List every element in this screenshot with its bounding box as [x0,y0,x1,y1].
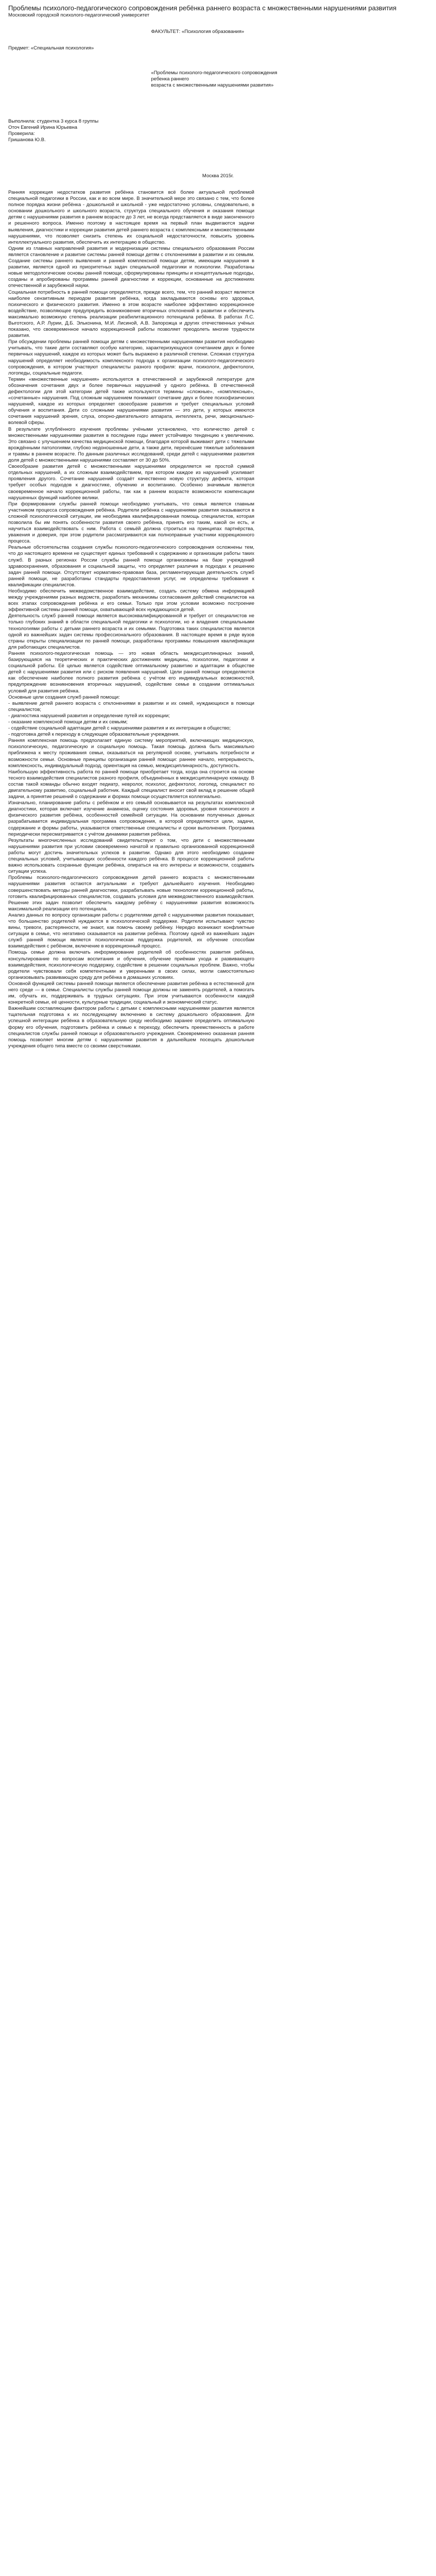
author-name: Оточ Евгений Ирина Юрьевна [8,125,77,130]
document-page [0,0,436,1056]
paper-title-block [151,70,285,89]
paragraph: Анализ данных по вопросу организации работы с родителями детей с нарушениями развития показывает, что большинство родителей нуждаются в психологической поддержке. Родители испытывают чувство вины, тревоги, растерянности, не знают, как помочь своему ребёнку. Нередко возникают конфликтные ситуации в семье, что негативно сказывается на развитии ребёнка. Поэтому одной из важнейших задач служб ранней помощи является психологическая поддержка родителей, их обучение способам взаимодействия с ребёнком, включение в коррекционный процесс. [8,912,254,950]
paragraph: Важнейшим составляющим фактором работы с детьми с комплексными нарушениями развития является тщательная подготовка к их последующему включению в систему дошкольного образования. Для успешной интеграции ребёнка в образовательную среду необходимо заранее определить оптимальную форму его обучения, подготовить ребёнка и семью к переходу, обеспечить преемственность в работе специалистов службы ранней помощи и образовательного учреждения. Своевременно оказанная ранняя помощь позволяет многим детям с нарушениями развития в дальнейшем посещать дошкольные учреждения общего типа вместе со своими сверстниками. [8,1006,254,1049]
paragraph: Необходимо обеспечить межведомственное взаимодействие, создать систему обмена информацией между учреждениями разных ведомств, разработать механизмы согласования действий специалистов на всех этапах сопровождения ребёнка и его семьи. Только при этом условии возможно построение эффективной системы ранней помощи, охватывающей всех нуждающихся детей. [8,588,254,613]
paragraph: Деятельность служб ранней помощи является высококвалифицированной и требует от специалистов не только глубоких знаний в области специальной педагогики и психологии, но и владения специальными технологиями работы с детьми раннего возраста и их семьями. Подготовка таких специалистов является одной из важнейших задач системы профессионального образования. В настоящее время в ряде вузов страны открыты специализации по ранней помощи, разработаны программы повышения квалификации для работающих специалистов. [8,613,254,650]
paragraph: Реальные обстоятельства создания службы психолого-педагогического сопровождения осложнены тем, что до настоящего времени не существует единых требований к содержанию и организации работы таких служб. В разных регионах России службы ранней помощи организованы на базе учреждений здравоохранения, образования и социальной защиты, что определяет различия в подходах к решению задач ранней помощи. Отсутствует нормативно-правовая база, регламентирующая деятельность служб ранней помощи, не разработаны стандарты предоставления услуг, не определены требования к квалификации специалистов. [8,545,254,588]
subject-block [8,45,428,52]
paragraph: Своеобразие развития детей с множественными нарушениями определяется не простой суммой отдельных нарушений, а их сложным взаимодействием, при котором каждое из нарушений усиливает проявления другого. Сочетание нарушений создаёт качественно новую структуру дефекта, которая требует особых подходов к диагностике, обучению и воспитанию. Особенно значимым является своевременное начало коррекционной работы, так как в раннем возрасте возможности компенсации нарушенных функций наиболее велики. [8,464,254,501]
document-title: Проблемы психолого-педагогического сопровождения ребёнка раннего возраста с множественными нарушениями развития [8,4,397,12]
paragraph: При формировании службы ранней помощи необходимо учитывать, что семья является главным участником процесса сопровождения ребёнка. Родители ребёнка с нарушениями развития оказываются в сложной психологической ситуации, им необходима квалифицированная помощь специалистов, которая позволила бы им понять особенности развития своего ребёнка, принять его таким, какой он есть, и научиться взаимодействовать с ним. Работа с семьёй должна строиться на принципах партнёрства, уважения и доверия, при этом родители рассматриваются как полноправные участники коррекционного процесса. [8,501,254,545]
checked-by-line: Проверила: [8,131,35,137]
list-item: - оказание комплексной помощи детям и их семьям; [8,719,128,725]
paragraph: В результате углублённого изучения проблемы учёными установлено, что количество детей с множественными нарушениями развития в последние годы имеет устойчивую тенденцию к увеличению. Это связано с улучшением качества медицинской помощи, благодаря которой выживают дети с тяжелыми врождёнными патологиями, глубоко недоношенные дети, а также дети, перенёсшие тяжелые заболевания и травмы в раннем возрасте. По данным различных исследований, среди детей с нарушениями развития доля детей с множественными нарушениями составляет от 30 до 50%. [8,426,254,464]
list-item: - выявление детей раннего возраста с отклонениями в развитии и их семей, нуждающихся в помощи специалистов; [8,700,254,713]
list-item: - содействие социальной адаптации детей с нарушениями развития и их интеграции в общество; [8,725,231,732]
university-name: Московский городской психолого-педагогический университет [8,12,150,18]
paragraph: Социальная потребность в ранней помощи определяется, прежде всего, тем, что ранний возраст является наиболее сензитивным периодом развития ребёнка, когда закладываются основы его здоровья, психического и физического развития. Именно в этом возрасте наиболее эффективно коррекционное воздействие, позволяющее предупредить возникновение вторичных отклонений в развитии и обеспечить максимально возможную степень реализации реабилитационного потенциала ребёнка. В работах Л.С. Выготского, А.Р. Лурии, Д.Б. Эльконина, М.И. Лисиной, А.В. Запорожца и других отечественных учёных показано, что своевременное начало коррекционной работы позволяет преодолеть многие трудности развития. [8,289,254,339]
paragraph: Одним из главных направлений развития и модернизации системы специального образования России является становление и развитие системы ранней помощи детям с отклонениями в развитии и их семьям. Создание системы раннего выявления и ранней комплексной помощи детям, имеющим нарушения в развитии, является одной из приоритетных задач специальной педагогики и психологии. Разработаны новые методологические основы ранней помощи, сформулированы принципы и концептуальные подходы, созданы и апробированы программы ранней диагностики и коррекции, основанные на достижениях отечественной и зарубежной науки. [8,245,254,289]
author-block [8,118,428,143]
essay-body [8,190,254,1049]
paragraph: Ранняя психолого-педагогическая помощь — это новая область междисциплинарных знаний, базирующаяся на теоретических и практических достижениях медицины, психологии, педагогики и социальной работы. Её целью является содействие оптимальному развитию и адаптации в обществе детей с нарушениями развития или с риском появления нарушений. Цели ранней помощи определяются как обеспечение наиболее полного развития ребёнка с учётом его индивидуальных возможностей, предупреждение возникновения вторичных нарушений, содействие семье в создании оптимальных условий для развития ребёнка. [8,650,254,694]
paragraph: Ранняя комплексная помощь предполагает единую систему мероприятий, включающих медицинскую, психологическую, педагогическую и социальную помощь. Такая помощь должна быть максимально приближена к месту проживания семьи, оказываться на регулярной основе, учитывать потребности и возможности семьи. Основные принципы организации ранней помощи: раннее начало, непрерывность, комплексность, индивидуальный подход, ориентация на семью, междисциплинарность, доступность. [8,738,254,769]
paragraph: Результаты многочисленных исследований свидетельствуют о том, что дети с множественными нарушениями развития при условии своевременно начатой и правильно организованной коррекционной работы могут достичь значительных успехов в развитии. Однако для этого необходимо создание специальных условий, учитывающих особенности каждого ребёнка. В процессе коррекционной работы важно использовать сохранные функции ребёнка, опираться на его интересы и возможности, создавать ситуации успеха. [8,837,254,875]
faculty-line: ФАКУЛЬТЕТ: «Психология образования» [151,29,245,35]
city-year: Москва 2015г. [202,173,234,179]
paragraph: Изначально, планирование работы с ребёнком и его семьёй основывается на результатах комплексной диагностики, которая включает изучение анамнеза, оценку состояния здоровья, уровня психического и физического развития ребёнка, особенностей семейной ситуации. На основании полученных данных разрабатывается индивидуальная программа сопровождения, в которой определяются цели, задачи, содержание и формы работы, указываются ответственные специалисты и сроки выполнения. Программа периодически пересматривается с учётом динамики развития ребёнка. [8,800,254,837]
list-heading: Основные цели создания служб ранней помощи: [8,694,120,700]
paragraph: При обсуждении проблемы ранней помощи детям с множественными нарушениями развития необходимо учитывать, что такие дети составляют особую категорию, характеризующуюся сочетанием двух и более первичных нарушений, каждое из которых может быть выражено в различной степени. Сложная структура нарушений определяет необходимость комплексного подхода к организации психолого-педагогического сопровождения, в котором участвуют специалисты разного профиля: врачи, психологи, дефектологи, логопеды, социальные педагоги. [8,339,254,376]
list-item: - подготовка детей к переходу в следующие образовательные учреждения. [8,732,180,738]
paragraph: Наибольшую эффективность работа по ранней помощи приобретает тогда, когда она строится на основе тесного взаимодействия специалистов разного профиля, объединённых в междисциплинарную команду. В состав такой команды обычно входят педиатр, невролог, психолог, дефектолог, логопед, специалист по двигательному развитию, социальный работник. Каждый специалист вносит свой вклад в решение общей задачи, а принятие решений о содержании и формах помощи осуществляется коллегиально. [8,769,254,800]
paragraph: Ранняя коррекция недостатков развития ребёнка становится всё более актуальной проблемой специальной педагогики в России, как и во всем мире. В значительной мере это связано с тем, что более полное порядка жизни ребёнка - дошкольной и школьной - уже недостаточно условны, следовательно, в основании дошкольного и школьного возраста, структура специального обучения и оказания помощи детям с нарушениями развития в раннем возрасте до 3 лет, не всегда представляется в виде законченного и решенного вопроса. Именно поэтому в настоящее время на первый план выдвигаются задачи выявления, диагностики и коррекции развития детей раннего возраста с комплексными и множественными нарушениями, что позволяет снизить степень их социальной недостаточности, повысить уровень интеллектуального развития, обеспечить их интеграцию в общество. [8,190,254,245]
paper-title-line-1: «Проблемы психолого-педагогического сопровождения ребенка раннего [151,70,277,82]
paragraph: Помощь семье должна включать информирование родителей об особенностях развития ребёнка, консультирование по вопросам воспитания и обучения, обучение приёмам ухода и развивающего взаимодействия, психологическую поддержку, содействие в решении социальных проблем. Важно, чтобы родители чувствовали себя компетентными и уверенными в своих силах, могли самостоятельно организовывать развивающую среду для ребёнка в домашних условиях. [8,950,254,980]
author-line: Выполнила: студентка 3 курса 8 группы [8,118,99,124]
paragraph: Термин «множественные нарушения» используется в отечественной и зарубежной литературе для обозначения сочетания двух и более первичных нарушений у одного ребёнка. В отечественной дефектологии для этой категории детей также используются термины «сложные», «комплексные», «сочетанные» нарушения. Под сложным нарушением понимают сочетание двух и более психофизических нарушений, каждое из которых определяет своеобразие развития и требует специальных условий обучения и воспитания. Дети со сложными нарушениями развития — это дети, у которых имеются сочетания нарушений зрения, слуха, опорно-двигательного аппарата, интеллекта, речи, эмоционально-волевой сферы. [8,376,254,426]
paper-title-line-2: возраста с множественными нарушениями развития» [151,82,274,88]
paragraph: Проблемы психолого-педагогического сопровождения детей раннего возраста с множественными нарушениями развития остаются актуальными и требуют дальнейшего изучения. Необходимо совершенствовать методы ранней диагностики, разрабатывать новые технологии коррекционной работы, готовить квалифицированных специалистов, создавать условия для межведомственного взаимодействия. Решение этих задач позволит обеспечить каждому ребёнку с нарушениями развития возможность максимальной реализации его потенциала. [8,875,254,912]
paragraph: Основной функцией системы ранней помощи является обеспечение развития ребёнка в естественной для него среде — в семье. Специалисты службы ранней помощи должны не заменять родителей, а помогать им, обучать их, поддерживать в трудных ситуациях. При этом учитываются особенности каждой конкретной семьи, её ценности, культурные традиции, социальный и экономический статус. [8,980,254,1006]
list-item: - диагностика нарушений развития и определение путей их коррекции; [8,713,170,719]
teacher-name: Гришанова Ю.В. [8,137,46,143]
faculty-block [151,29,285,35]
subject-line: Предмет: «Специальная психология» [8,45,94,51]
